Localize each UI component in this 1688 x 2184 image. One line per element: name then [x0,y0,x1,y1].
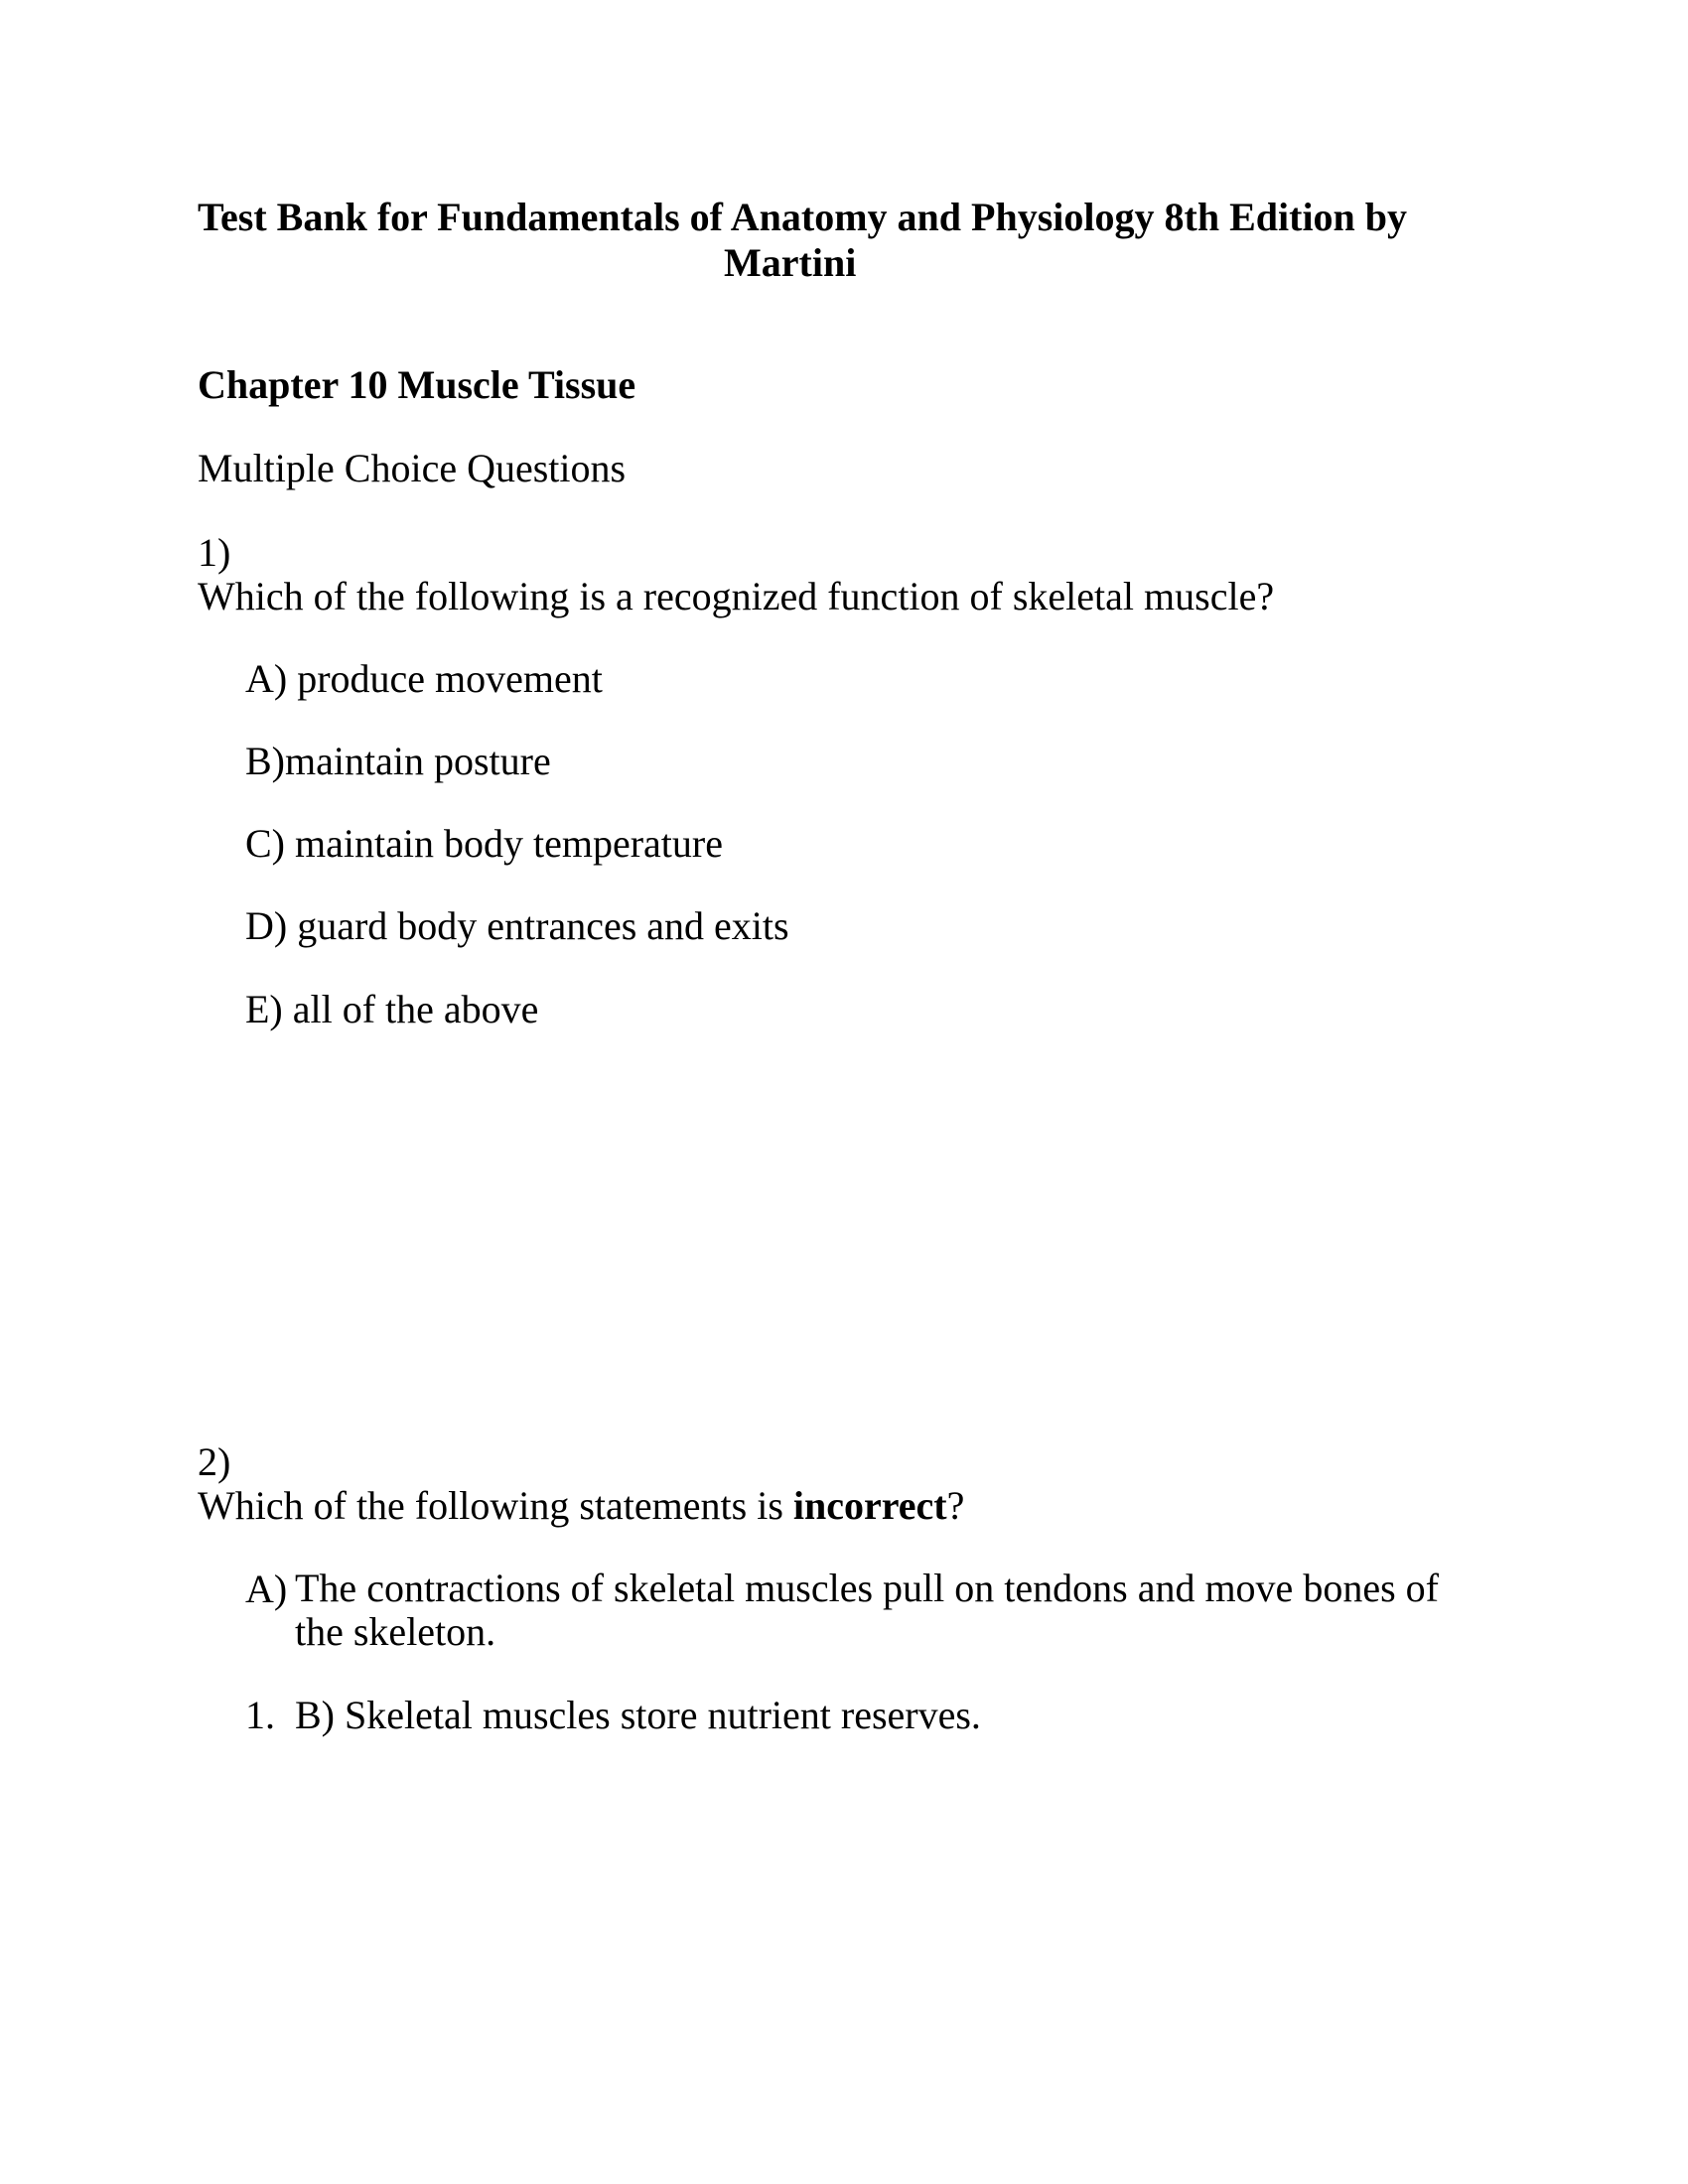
question-2-stem [198,1483,964,1529]
question-1-option-b: B)maintain posture [245,739,551,783]
chapter-heading: Chapter 10 Muscle Tissue [198,362,636,407]
question-2-stem-emphasis: incorrect [792,1483,947,1528]
question-2-stem-start: Which of the following statements is [198,1483,793,1528]
question-2-option-b-text: B) Skeletal muscles store nutrient reserves. [295,1693,981,1737]
question-1-option-a: A) produce movement [245,656,603,701]
document-title [198,195,1409,286]
question-2-option-a-text: The contractions of skeletal muscles pull on tendons and move bones of the skeleton. [295,1566,1439,1654]
question-2-number: 2) [198,1439,231,1484]
question-1-stem: Which of the following is a recognized function of skeletal muscle? [198,574,1275,618]
question-1-option-d: D) guard body entrances and exits [245,903,789,948]
section-label: Multiple Choice Questions [198,446,627,490]
title-line-2: Martini [724,240,857,285]
question-2-option-b-number: 1. [245,1693,275,1737]
question-2-stem-end: ? [946,1483,965,1528]
question-2-option-a-label: A) [245,1567,288,1611]
question-1-number: 1) [198,530,231,575]
question-1-option-c: C) maintain body temperature [245,821,723,866]
title-line-1: Test Bank for Fundamentals of Anatomy and Physiology 8th Edition by [198,195,1408,239]
question-1-option-e: E) all of the above [245,987,539,1031]
